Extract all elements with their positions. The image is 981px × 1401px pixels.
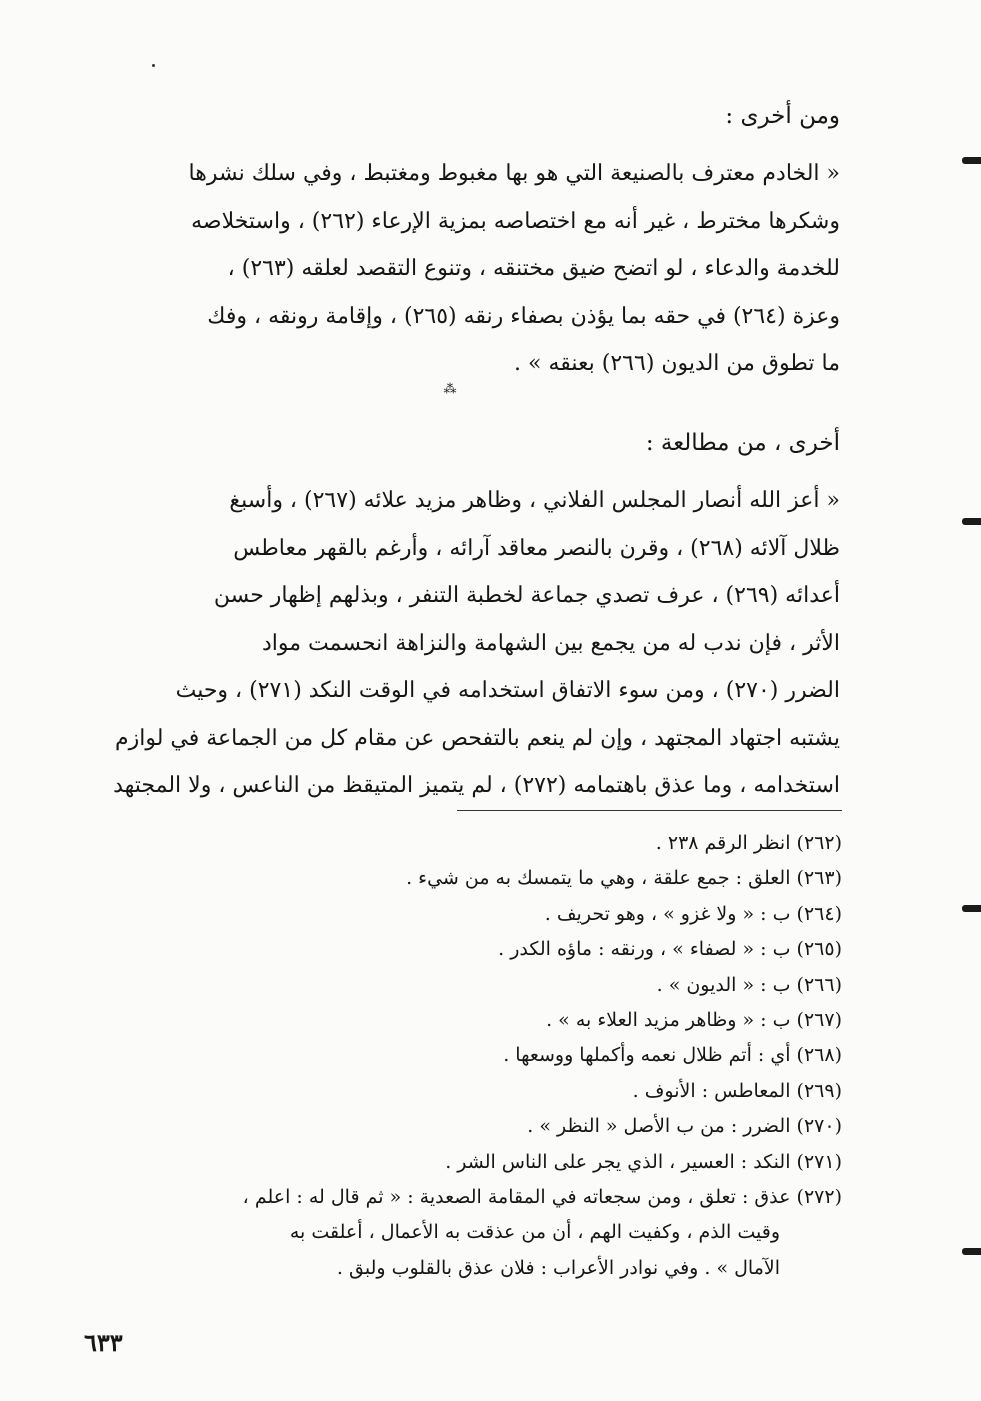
footnote-continuation <box>70 1251 842 1286</box>
footnote-text: انظر الرقم ٢٣٨ . <box>655 832 791 854</box>
ink-speck <box>152 64 155 67</box>
paragraph-line: « الخادم معترف بالصنيعة التي هو بها مغبوط ومغتبط ، وفي سلك نشرها <box>188 161 840 186</box>
paragraph-line: الضرر (٢٧٠) ، ومن سوء الاتفاق استخدامه في الوقت النكد (٢٧١) ، وحيث <box>175 678 840 703</box>
footnote-262 <box>70 826 842 861</box>
paragraph-line: ما تطوق من الديون (٢٦٦) بعنقه » . <box>514 351 840 376</box>
footnote-divider <box>457 810 842 811</box>
star-ornament: ⁂ <box>443 382 457 397</box>
footnote-265 <box>70 932 842 967</box>
footnote-number: (٢٦٥) <box>796 938 842 961</box>
footnote-264 <box>70 897 842 932</box>
paragraph-line: وعزة (٢٦٤) في حقه بما يؤذن بصفاء رنقه (٢٦٥) ، وإقامة رونقه ، وفك <box>207 303 840 329</box>
page-number: ٦٣٣ <box>84 1328 123 1357</box>
footnote-263 <box>70 861 842 896</box>
footnote-271 <box>70 1145 842 1180</box>
footnote-number: (٢٧٠) <box>796 1115 842 1138</box>
margin-mark <box>962 518 981 525</box>
margin-mark <box>962 905 981 912</box>
footnote-number: (٢٦٢) <box>796 832 842 854</box>
footnote-270 <box>70 1109 842 1144</box>
footnote-269 <box>70 1074 842 1109</box>
margin-mark <box>962 157 981 164</box>
footnote-text: العلق : جمع علقة ، وهي ما يتمسك به من شيء . <box>406 867 791 890</box>
paragraph-line: استخدامه ، وما عذق باهتمامه (٢٧٢) ، لم يتميز المتيقظ من الناعس ، ولا المجتهد <box>113 773 840 798</box>
footnote-text: الآمال » . وفي نوادر الأعراب : فلان عذق بالقلوب ولبق . <box>336 1256 780 1279</box>
footnote-number: (٢٧٢) <box>796 1186 842 1209</box>
section-heading-1: ومن أخرى : <box>725 103 840 129</box>
footnote-text: عذق : تعلق ، ومن سجعاته في المقامة الصعدية : « ثم قال له : اعلم ، <box>242 1186 791 1209</box>
footnote-text: الضرر : من ب الأصل « النظر » . <box>527 1115 791 1138</box>
footnote-text: ب : « الديون » . <box>656 973 791 996</box>
paragraph-line: وشكرها مخترط ، غير أنه مع اختصاصه بمزية الإرعاء (٢٦٢) ، واستخلاصه <box>191 208 840 234</box>
footnotes <box>70 826 842 1286</box>
footnote-text: وقيت الذم ، وكفيت الهم ، أن من عذقت به الأعمال ، أعلقت به <box>289 1221 780 1244</box>
footnote-text: أي : أتم ظلال نعمه وأكملها ووسعها . <box>503 1044 791 1067</box>
footnote-number: (٢٦٦) <box>796 973 842 996</box>
margin-mark <box>962 1248 981 1255</box>
footnote-continuation <box>70 1215 842 1250</box>
footnote-text: النكد : العسير ، الذي يجر على الناس الشر . <box>445 1150 791 1173</box>
footnote-267 <box>70 1003 842 1038</box>
footnote-text: المعاطس : الأنوف . <box>632 1079 791 1102</box>
footnote-number: (٢٦٨) <box>796 1044 842 1067</box>
footnote-text: ب : « لصفاء » ، ورنقه : ماؤه الكدر . <box>498 938 791 961</box>
footnote-number: (٢٦٩) <box>796 1079 842 1102</box>
footnote-number: (٢٦٤) <box>796 902 842 925</box>
footnote-number: (٢٦٧) <box>796 1009 842 1032</box>
paragraph-line: الأثر ، فإن ندب له من يجمع بين الشهامة والنزاهة انحسمت مواد <box>261 630 840 656</box>
paragraph-line: ظلال آلائه (٢٦٨) ، وقرن بالنصر معاقد آرائه ، وأرغم بالقهر معاطس <box>233 535 840 561</box>
paragraph-line: للخدمة والدعاء ، لو اتضح ضيق مختنقه ، وتنوع التقصد لعلقه (٢٦٣) ، <box>227 256 840 281</box>
paragraph-line: « أعز الله أنصار المجلس الفلاني ، وظاهر مزيد علائه (٢٦٧) ، وأسبغ <box>229 488 840 513</box>
paragraph-1 <box>80 150 840 388</box>
paragraph-line: أعدائه (٢٦٩) ، عرف تصدي جماعة لخطبة التنفر ، وبذلهم إظهار حسن <box>213 583 840 608</box>
footnote-number: (٢٧١) <box>796 1150 842 1173</box>
paragraph-2 <box>80 477 840 810</box>
footnote-268 <box>70 1038 842 1073</box>
footnote-text: ب : « ولا غزو » ، وهو تحريف . <box>544 902 791 925</box>
footnote-number: (٢٦٣) <box>796 867 842 890</box>
footnote-text: ب : « وظاهر مزيد العلاء به » . <box>546 1009 791 1032</box>
footnote-272 <box>70 1180 842 1215</box>
footnote-266 <box>70 968 842 1003</box>
section-heading-2: أخرى ، من مطالعة : <box>645 430 840 456</box>
paragraph-line: يشتبه اجتهاد المجتهد ، وإن لم ينعم بالتفحص عن مقام كل من الجماعة في لوازم <box>114 725 840 751</box>
